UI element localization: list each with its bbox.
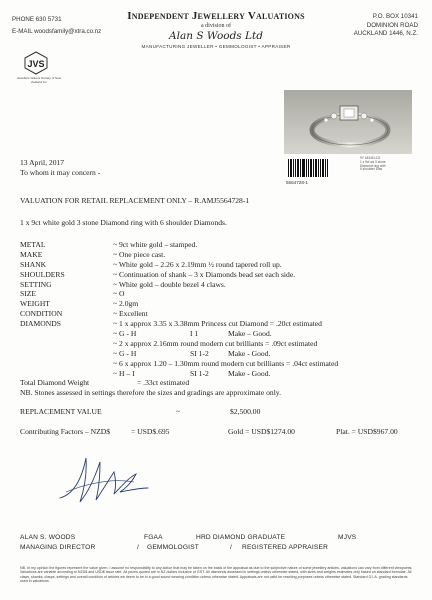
- postal-address: [354, 13, 418, 39]
- spec-label: WEIGHT: [20, 299, 50, 309]
- logo-caption: Jewellers Valuers Society of New Zealand Inc: [16, 76, 62, 84]
- total-label: Total Diamond Weight: [20, 378, 90, 388]
- disclaimer: NB. In my opinion the figures represent the value given. I assume no responsibility to any action that may be taken on the basis of the appraisal as due to the subjective nature of some jewellery articles, valuations can vary from different viewpoints. Valuations are variable according to NZD$ and USD$ issue rate. All prices quoted are in NZ dollars inclusive of GST. All diamonds assessed in settings unless otherwise stated, with sizes and weights estimates only based on standard formulae. All claws, shanks, clasps, settings and overall condition of articles we deem to be in a good sound wearing condition unless otherwise stated. Appraisals are not valid for reselling purposes unless otherwise stated. Standard G.I.A. grading standards used in valuations.: [20, 566, 413, 584]
- colour-grade: ~ H – I: [113, 368, 135, 378]
- colour-grade: ~ G - H: [113, 348, 137, 358]
- spec-value: ~ Continuation of shank – 3 x Diamonds bead set each side.: [113, 269, 296, 279]
- company-tagline: MANUFACTURING JEWELLER • GEMMOLOGIST • APPRAISER: [141, 44, 291, 49]
- title-gemmologist: GEMMOLOGIST: [147, 544, 200, 551]
- spec-label: SIZE: [20, 289, 37, 299]
- salutation: To whom it may concern -: [20, 168, 101, 177]
- contributing-label: Contributing Factors – NZD$: [20, 427, 111, 436]
- tag-line: 1 x 9ct ws 3 stone: [360, 159, 386, 164]
- assessment-note: NB. Stones assessed in settings therefore the sizes and gradings are approximate only.: [20, 388, 282, 398]
- spec-label: SETTING: [20, 279, 52, 289]
- spec-label: SHOULDERS: [20, 269, 65, 279]
- spec-value: ~ 9ct white gold – stamped.: [113, 240, 198, 249]
- credential-mjvs: MJVS: [338, 534, 357, 541]
- ring-photo: [284, 90, 412, 154]
- appraiser-name: ALAN S. WOODS: [20, 534, 76, 541]
- division-name: Alan S Woods Ltd: [169, 30, 263, 42]
- company-name: Independent Jewellery Valuations: [127, 10, 305, 22]
- address-line: DOMINION ROAD: [366, 21, 418, 29]
- gold-price: Gold = USD$1274.00: [228, 427, 295, 436]
- total-value: = .33ct estimated: [137, 378, 190, 388]
- tag-line: Diamond ring with: [360, 163, 386, 168]
- spec-value: ~ 1 x approx 3.35 x 3.38mm Princess cut Diamond = .20ct estimated: [113, 319, 322, 329]
- division-prefix: a division of: [201, 23, 231, 29]
- address-line: P.O. BOX 10341: [372, 13, 418, 20]
- title-director: MANAGING DIRECTOR: [20, 544, 96, 551]
- clarity-grade: SI 1-2: [190, 348, 209, 358]
- tag-line: 6 shoulder Dias: [360, 167, 383, 172]
- value-tilde: ~: [176, 407, 181, 416]
- spec-value: ~ One piece cast.: [113, 249, 166, 259]
- item-summary: 1 x 9ct white gold 3 stone Diamond ring with 6 shoulder Diamonds.: [20, 218, 227, 227]
- phone-number: PHONE 630 5731: [12, 16, 62, 23]
- barcode-number: 5564728-1: [286, 180, 308, 185]
- diamond-description: ~ 6 x approx 1.20 – 1.30mm round modern cut brilliants = .04ct estimated: [113, 358, 339, 368]
- colour-grade: ~ G - H: [113, 329, 137, 339]
- make-grade: Make - Good.: [228, 348, 271, 358]
- spec-value: ~ O: [113, 289, 125, 299]
- credentials-line-1: [20, 533, 412, 543]
- spec-value: ~ White gold – double bezel 4 claws.: [113, 279, 226, 289]
- usd-rate: = USD$.695: [131, 427, 170, 436]
- separator: /: [137, 544, 140, 551]
- tag-line: 9Y 18345 LD2: [360, 156, 381, 160]
- item-tag: [360, 157, 400, 172]
- signature-image: [56, 448, 152, 508]
- title-appraiser: REGISTERED APPRAISER: [242, 544, 329, 551]
- spec-label: CONDITION: [20, 309, 63, 319]
- credentials-block: [20, 533, 412, 553]
- replacement-value-label: REPLACEMENT VALUE: [20, 407, 102, 416]
- address-line: AUCKLAND 1446, N.Z.: [353, 30, 418, 38]
- spec-label: METAL: [20, 240, 46, 249]
- spec-label: DIAMONDS: [20, 319, 61, 329]
- replacement-value-amount: $2,500.00: [230, 407, 261, 416]
- spec-label: MAKE: [20, 249, 43, 259]
- clarity-grade: I 1: [190, 329, 199, 339]
- make-grade: Make – Good.: [228, 329, 272, 339]
- logo-text: JVS: [27, 59, 45, 69]
- credentials-line-2: [20, 543, 412, 553]
- credential-hrd: HRD DIAMOND GRADUATE: [196, 534, 286, 541]
- spec-value: ~ 2.0gm: [113, 299, 139, 309]
- letter-date: 13 April, 2017: [20, 158, 65, 167]
- spec-value: ~ Excellent: [113, 309, 148, 319]
- clarity-grade: SI 1-2: [190, 368, 209, 378]
- spec-label: SHANK: [20, 259, 47, 269]
- credential-fgaa: FGAA: [144, 534, 163, 541]
- valuation-heading: VALUATION FOR RETAIL REPLACEMENT ONLY – R.AMJ5564728-1: [20, 196, 250, 205]
- platinum-price: Plat. = USD$967.00: [336, 427, 398, 436]
- jvs-logo: [22, 50, 50, 76]
- email-address: E-MAIL woodsfamily@xtra.co.nz: [12, 28, 102, 35]
- diamond-description: ~ 2 x approx 2.16mm round modern cut brilliants = .09ct estimated: [113, 338, 318, 348]
- barcode: [286, 157, 330, 179]
- separator: /: [230, 544, 233, 551]
- make-grade: Make - Good.: [228, 368, 271, 378]
- spec-value: ~ White gold – 2.26 x 2.19mm ½ round tapered roll up.: [113, 259, 282, 269]
